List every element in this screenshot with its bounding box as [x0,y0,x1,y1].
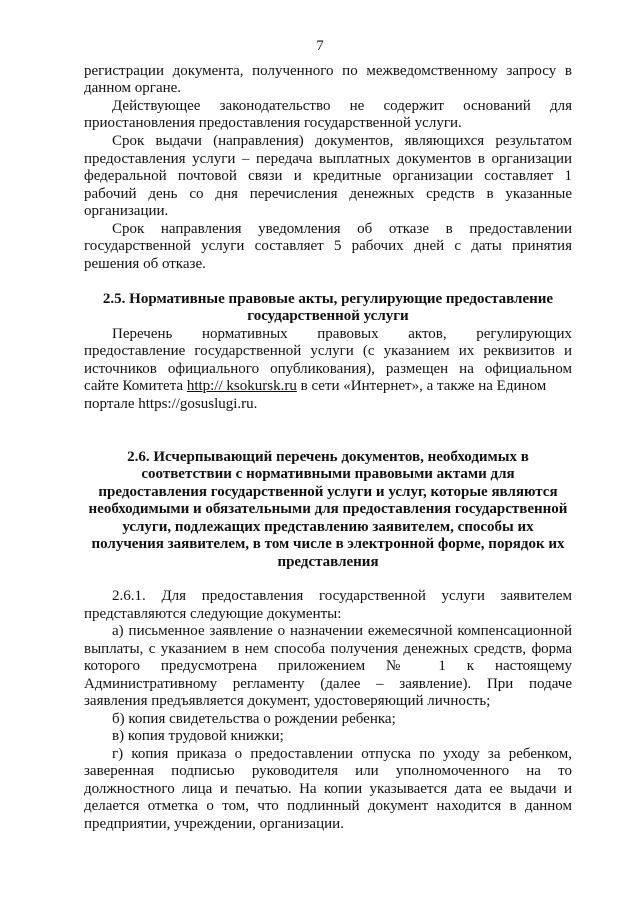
text-line: Срок выдачи (направления) документов, являющихся результатом [112,133,572,149]
text-line: 2.6.1. Для предоставления государственной услуги заявителем [112,588,572,604]
text-line: должностного лица и печатью. На копии указывается дата ее выдачи и [84,781,572,797]
text-fragment: в сети «Интернет», а также на Едином [296,378,547,394]
text-line: а) письменное заявление о назначении ежемесячной компенсационной [112,623,572,639]
text-line: рабочий день со дня перечисления денежных средств в указанные [84,186,572,202]
website-link[interactable]: http:// ksokursk.ru [186,378,297,394]
section-heading: предоставления государственной услуги и услуг, которые являются [98,484,558,500]
section-heading: представления [277,554,379,570]
page-number: 7 [316,38,324,54]
text-line: портале https://gosuslugi.ru. [84,396,258,412]
text-line: Срок направления уведомления об отказе в предоставлении [112,221,572,237]
text-line: источников официального опубликования), размещен на официальном [84,361,572,377]
section-heading: государственной услуги [247,308,409,324]
section-heading: 2.6. Исчерпывающий перечень документов, необходимых в [127,449,529,465]
text-line: заверенная подписью руководителя или уполномоченного на то [84,763,572,779]
text-line: предоставление государственной услуги (с указанием их реквизитов и [84,343,572,359]
text-line: Действующее законодательство не содержит оснований для [112,98,572,114]
text-line: представляются следующие документы: [84,606,342,622]
text-fragment: сайте Комитета [84,378,187,394]
text-line: федеральной почтовой связи и кредитные организации составляет 1 [84,168,572,184]
text-line: организации. [84,203,169,219]
section-heading: необходимыми и обязательными для предоставления государственной [88,501,568,517]
text-line: в) копия трудовой книжки; [112,728,284,744]
text-line: г) копия приказа о предоставлении отпуска по уходу за ребенком, [112,746,572,762]
text-line [84,378,572,395]
text-line: б) копия свидетельства о рождении ребенка; [112,711,396,727]
section-heading: соответствии с нормативными правовыми актами для [141,466,515,482]
text-line: регистрации документа, полученного по межведомственному запросу в [84,63,572,79]
section-heading: услуги, подлежащих представлению заявителем, способы их [122,519,534,535]
text-line: которого предусмотрена приложением № 1 к настоящему [84,658,572,674]
text-line: предприятии, учреждении, организации. [84,816,344,832]
text-line: выплаты, с указанием в нем способа получения денежных средств, форма [84,641,572,657]
text-line: приостановления предоставления государственной услуги. [84,115,462,131]
text-line: предоставления услуги – передача выплатных документов в организации [84,151,572,167]
text-line: заявления предъявляется документ, удостоверяющий личность; [84,693,491,709]
text-line: Административному регламенту (далее – заявление). При подаче [84,676,572,692]
text-line: делается отметка о том, что подлинный документ находится в данном [84,798,572,814]
section-heading: 2.5. Нормативные правовые акты, регулирующие предоставление [102,291,554,307]
section-heading: получения заявителем, в том числе в электронной форме, порядок их [91,536,565,552]
text-line: данном органе. [84,80,182,96]
text-line: решения об отказе. [84,256,206,272]
text-line: Перечень нормативных правовых актов, регулирующих [112,326,572,342]
text-line: государственной услуги составляет 5 рабочих дней с даты принятия [84,238,572,254]
